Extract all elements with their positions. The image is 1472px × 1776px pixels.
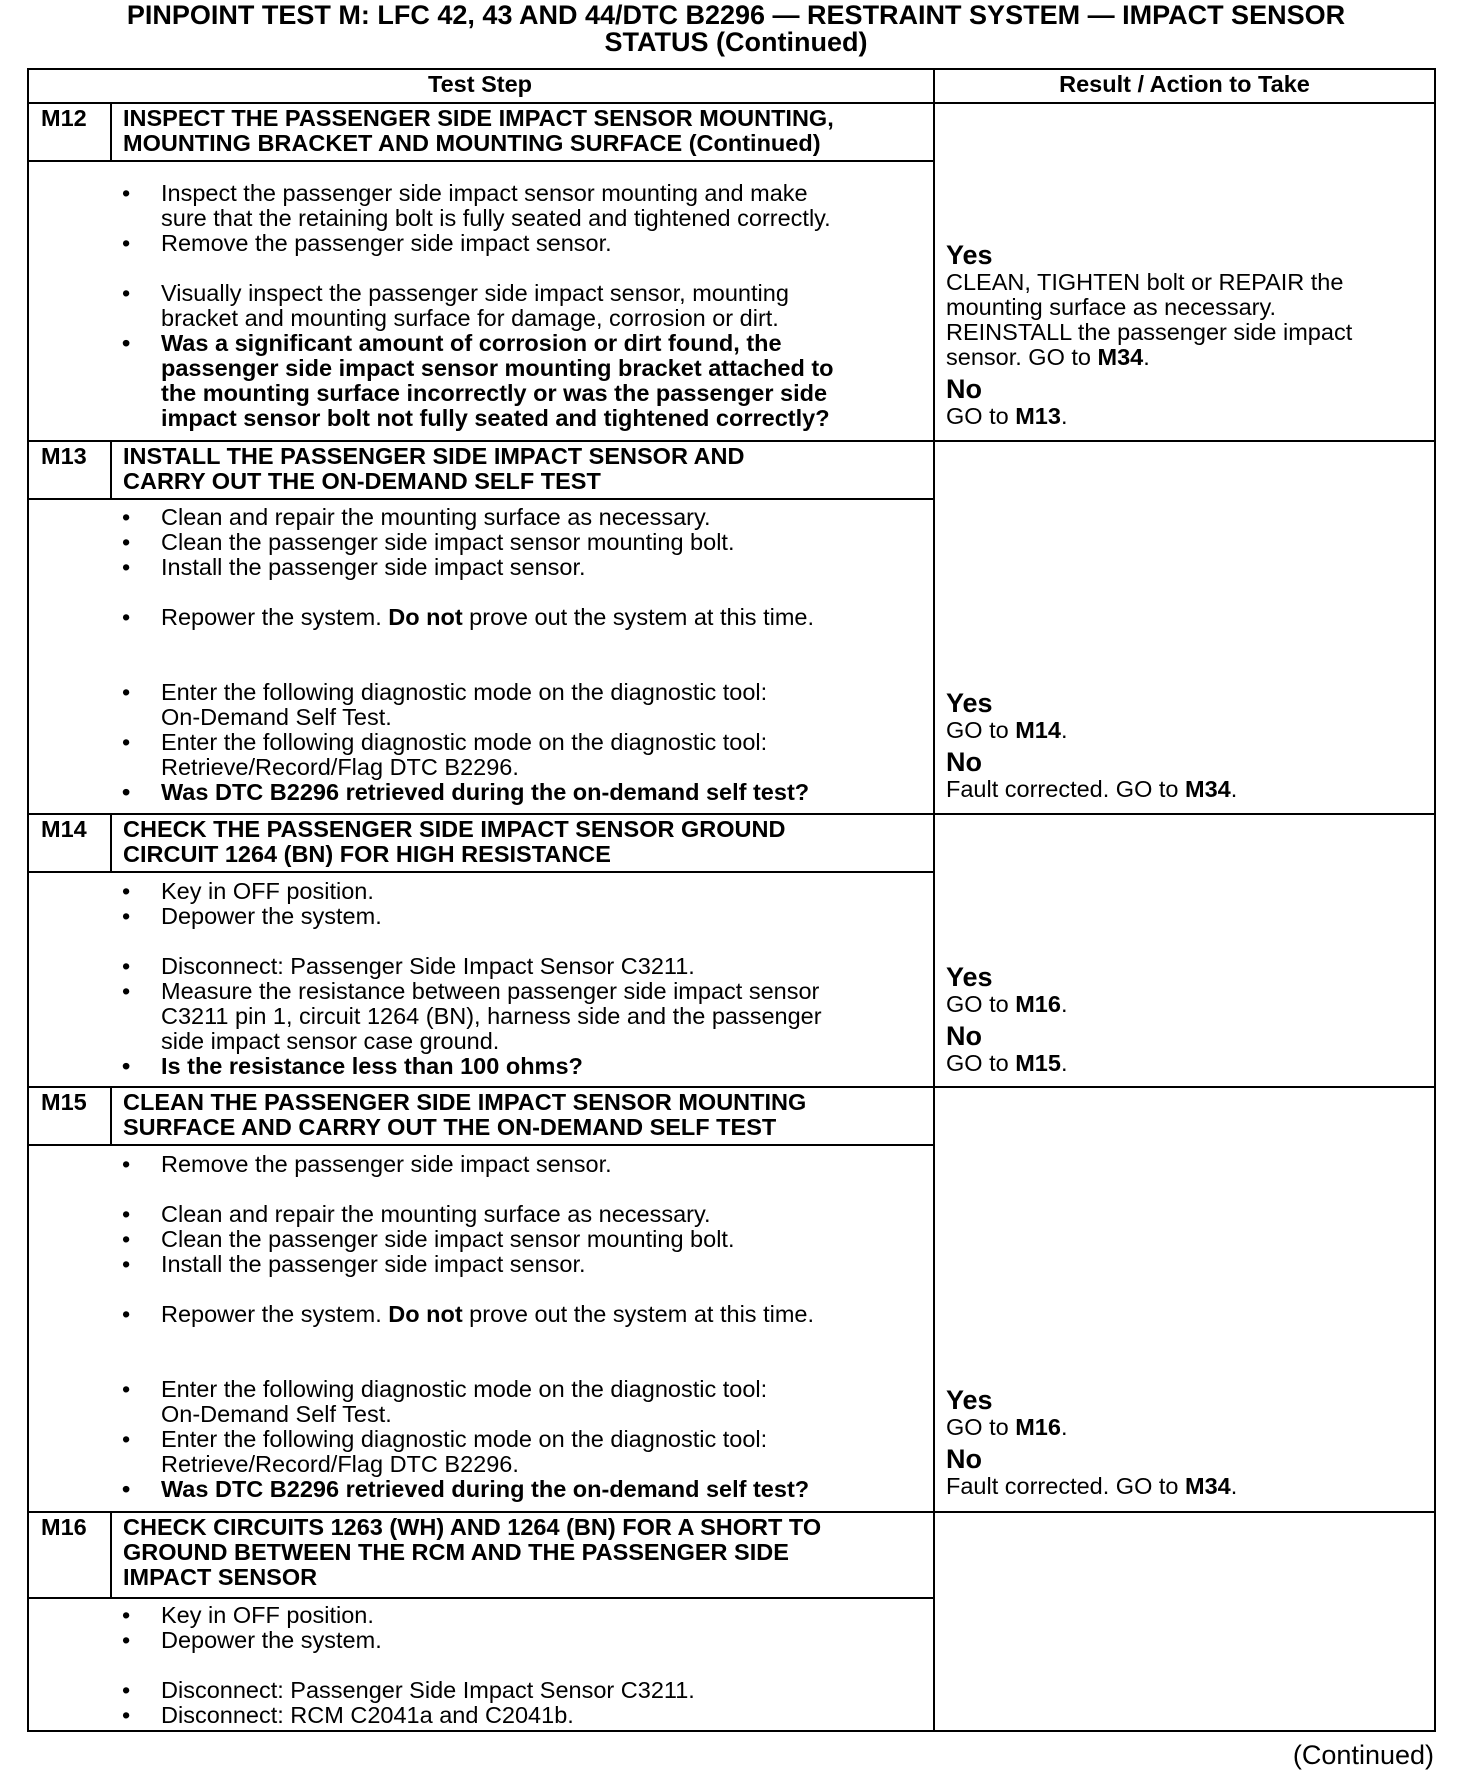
bullet-item: • Visually inspect the passenger side impact sensor, mounting bracket and mounting surface for damage, corrosion or dirt. bbox=[122, 280, 789, 331]
continued-label: (Continued) bbox=[1292, 1740, 1434, 1770]
bullet-item: • Repower the system. Do not prove out the system at this time. bbox=[122, 1301, 814, 1327]
bullet-icon: • bbox=[122, 679, 131, 705]
page-title-line-1: PINPOINT TEST M: LFC 42, 43 AND 44/DTC B2296 — RESTRAINT SYSTEM — IMPACT SENSOR bbox=[126, 0, 1346, 30]
bullet-icon: • bbox=[122, 504, 131, 530]
step-id: M15 bbox=[41, 1089, 87, 1115]
step-title bbox=[123, 444, 745, 494]
bullet-icon: • bbox=[122, 1602, 131, 1628]
step-link[interactable]: M34 bbox=[1097, 344, 1144, 370]
no-label: No bbox=[946, 374, 982, 404]
bullet-icon: • bbox=[122, 729, 131, 755]
step-title-line: INSTALL THE PASSENGER SIDE IMPACT SENSOR AND bbox=[123, 443, 745, 469]
table-border-left bbox=[27, 68, 29, 1732]
header-test-step: Test Step bbox=[427, 71, 533, 97]
bullet-item: • Clean and repair the mounting surface as necessary. bbox=[122, 504, 711, 530]
bullet-icon: • bbox=[122, 1426, 131, 1452]
bullet-item: • Enter the following diagnostic mode on the diagnostic tool: Retrieve/Record/Flag DTC B2296. bbox=[122, 1426, 768, 1477]
page-title-line-2: STATUS (Continued) bbox=[604, 27, 868, 57]
bullet-icon: • bbox=[122, 330, 131, 356]
bullet-question: • Was a significant amount of corrosion or dirt found, the passenger side impact sensor mounting bracket attached to the mounting surface incorrectly or was the passenger side impact sensor bolt not fully seated and tightened correctly? bbox=[122, 330, 834, 431]
id-divider bbox=[110, 1086, 112, 1144]
bullet-icon: • bbox=[122, 779, 131, 805]
title-divider bbox=[27, 498, 934, 500]
step-id: M13 bbox=[41, 443, 87, 469]
goto-line: GO to M15. bbox=[946, 1050, 1068, 1076]
bullet-icon: • bbox=[122, 1201, 131, 1227]
step-id: M16 bbox=[41, 1514, 87, 1540]
step-title-line: GROUND BETWEEN THE RCM AND THE PASSENGER SIDE bbox=[123, 1539, 789, 1565]
no-label: No bbox=[946, 1444, 982, 1474]
step-title-line: IMPACT SENSOR bbox=[123, 1564, 318, 1590]
bullet-item: • Install the passenger side impact sensor. bbox=[122, 1251, 586, 1277]
goto-line: GO to M16. bbox=[946, 1414, 1068, 1440]
table-border-right bbox=[1434, 68, 1436, 1732]
id-divider bbox=[110, 1511, 112, 1597]
bullet-item: • Measure the resistance between passenger side impact sensor C3211 pin 1, circuit 1264 (BN), harness side and the passenger side impact sensor case ground. bbox=[122, 978, 822, 1054]
step-title-line: CARRY OUT THE ON-DEMAND SELF TEST bbox=[123, 468, 601, 494]
bullet-item: • Enter the following diagnostic mode on the diagnostic tool: On-Demand Self Test. bbox=[122, 1376, 768, 1427]
bullet-icon: • bbox=[122, 1251, 131, 1277]
bullet-item: • Remove the passenger side impact sensor. bbox=[122, 1151, 612, 1177]
bullet-item: • Remove the passenger side impact sensor. bbox=[122, 230, 612, 256]
bullet-icon: • bbox=[122, 1677, 131, 1703]
goto-line: GO to M14. bbox=[946, 717, 1068, 743]
bullet-item: • Depower the system. bbox=[122, 1627, 382, 1653]
bullet-icon: • bbox=[122, 1702, 131, 1728]
header-divider bbox=[27, 102, 1436, 104]
bullet-icon: • bbox=[122, 1151, 131, 1177]
goto-line: sensor. GO to M34. bbox=[946, 344, 1150, 370]
step-title-line: CHECK CIRCUITS 1263 (WH) AND 1264 (BN) FOR A SHORT TO bbox=[123, 1514, 822, 1540]
result-block bbox=[946, 1386, 1237, 1499]
row-divider bbox=[27, 1086, 1436, 1088]
step-title bbox=[123, 1090, 806, 1140]
step-title-line: MOUNTING BRACKET AND MOUNTING SURFACE (Continued) bbox=[123, 130, 821, 156]
step-link[interactable]: M16 bbox=[1015, 991, 1061, 1017]
bullet-item: • Key in OFF position. bbox=[122, 878, 374, 904]
bullet-item: • Enter the following diagnostic mode on the diagnostic tool: Retrieve/Record/Flag DTC B2296. bbox=[122, 729, 768, 780]
table-border-bottom bbox=[27, 1730, 1436, 1732]
goto-line: Fault corrected. GO to M34. bbox=[946, 1473, 1238, 1499]
id-divider bbox=[110, 440, 112, 498]
bullet-icon: • bbox=[122, 878, 131, 904]
title-divider bbox=[27, 160, 934, 162]
step-link[interactable]: M16 bbox=[1015, 1414, 1061, 1440]
result-block bbox=[946, 689, 1237, 802]
step-title bbox=[123, 106, 834, 156]
bullet-icon: • bbox=[122, 180, 131, 206]
no-label: No bbox=[946, 747, 982, 777]
step-link[interactable]: M34 bbox=[1185, 1473, 1231, 1499]
step-title-line: CIRCUIT 1264 (BN) FOR HIGH RESISTANCE bbox=[123, 841, 611, 867]
step-title-line: INSPECT THE PASSENGER SIDE IMPACT SENSOR MOUNTING, bbox=[123, 105, 834, 131]
step-title-line: CHECK THE PASSENGER SIDE IMPACT SENSOR GROUND bbox=[123, 816, 786, 842]
bullet-icon: • bbox=[122, 978, 131, 1004]
bullet-icon: • bbox=[122, 1053, 131, 1079]
bullet-icon: • bbox=[122, 230, 131, 256]
step-title-line: CLEAN THE PASSENGER SIDE IMPACT SENSOR MOUNTING bbox=[123, 1089, 807, 1115]
yes-label: Yes bbox=[946, 688, 993, 718]
bullet-question: • Was DTC B2296 retrieved during the on-demand self test? bbox=[122, 1476, 810, 1502]
step-id: M12 bbox=[41, 105, 87, 131]
bullet-icon: • bbox=[122, 1226, 131, 1252]
bullet-item: • Enter the following diagnostic mode on the diagnostic tool: On-Demand Self Test. bbox=[122, 679, 768, 730]
step-link[interactable]: M34 bbox=[1185, 776, 1231, 802]
bullet-icon: • bbox=[122, 604, 131, 630]
step-id: M14 bbox=[41, 816, 87, 842]
yes-label: Yes bbox=[946, 240, 993, 270]
title-divider bbox=[27, 871, 934, 873]
result-block bbox=[946, 963, 1067, 1076]
step-title bbox=[123, 1515, 821, 1590]
bullet-icon: • bbox=[122, 1476, 131, 1502]
page-title bbox=[0, 2, 1472, 56]
table-border-top bbox=[27, 68, 1436, 70]
step-link[interactable]: M14 bbox=[1015, 717, 1061, 743]
bullet-icon: • bbox=[122, 280, 131, 306]
bullet-item: • Install the passenger side impact sensor. bbox=[122, 554, 586, 580]
bullet-icon: • bbox=[122, 529, 131, 555]
bullet-item: • Clean the passenger side impact sensor mounting bolt. bbox=[122, 529, 735, 555]
goto-line: Fault corrected. GO to M34. bbox=[946, 776, 1238, 802]
yes-label: Yes bbox=[946, 1385, 993, 1415]
bullet-question: • Was DTC B2296 retrieved during the on-demand self test? bbox=[122, 779, 810, 805]
id-divider bbox=[110, 813, 112, 871]
step-link[interactable]: M15 bbox=[1015, 1050, 1061, 1076]
bullet-item: • Disconnect: RCM C2041a and C2041b. bbox=[122, 1702, 574, 1728]
row-divider bbox=[27, 440, 1436, 442]
pinpoint-test-table bbox=[27, 68, 1436, 1732]
header-result-action: Result / Action to Take bbox=[1059, 71, 1310, 97]
bullet-item: • Disconnect: Passenger Side Impact Sensor C3211. bbox=[122, 1677, 695, 1703]
bullet-icon: • bbox=[122, 554, 131, 580]
bullet-icon: • bbox=[122, 1376, 131, 1402]
result-block: Yes CLEAN, TIGHTEN bolt or REPAIR the mounting surface as necessary. REINSTALL the passenger side impact sensor. GO to M34. No GO to M13. bbox=[946, 240, 1353, 429]
goto-line: GO to M16. bbox=[946, 991, 1068, 1017]
bullet-item: • Clean the passenger side impact sensor mounting bolt. bbox=[122, 1226, 735, 1252]
title-divider bbox=[27, 1597, 934, 1599]
title-divider bbox=[27, 1144, 934, 1146]
row-divider bbox=[27, 813, 1436, 815]
bullet-icon: • bbox=[122, 903, 131, 929]
step-title-line: SURFACE AND CARRY OUT THE ON-DEMAND SELF TEST bbox=[123, 1114, 777, 1140]
bullet-item: • Depower the system. bbox=[122, 903, 382, 929]
bullet-item: • Inspect the passenger side impact sensor mounting and make sure that the retaining bolt is fully seated and tightened correctly. bbox=[122, 180, 831, 231]
bullet-icon: • bbox=[122, 953, 131, 979]
yes-label: Yes bbox=[946, 962, 993, 992]
step-title bbox=[123, 817, 785, 867]
bullet-item: • Disconnect: Passenger Side Impact Sensor C3211. bbox=[122, 953, 695, 979]
bullet-icon: • bbox=[122, 1627, 131, 1653]
bullet-icon: • bbox=[122, 1301, 131, 1327]
step-link[interactable]: M13 bbox=[1015, 403, 1061, 429]
no-label: No bbox=[946, 1021, 982, 1051]
bullet-item: • Repower the system. Do not prove out the system at this time. bbox=[122, 604, 814, 630]
bullet-item: • Key in OFF position. bbox=[122, 1602, 374, 1628]
column-divider bbox=[933, 68, 935, 1732]
bullet-question: • Is the resistance less than 100 ohms? bbox=[122, 1053, 583, 1079]
bullet-item: • Clean and repair the mounting surface as necessary. bbox=[122, 1201, 711, 1227]
goto-line: GO to M13. bbox=[946, 403, 1068, 429]
row-divider bbox=[27, 1511, 1436, 1513]
id-divider bbox=[110, 102, 112, 160]
